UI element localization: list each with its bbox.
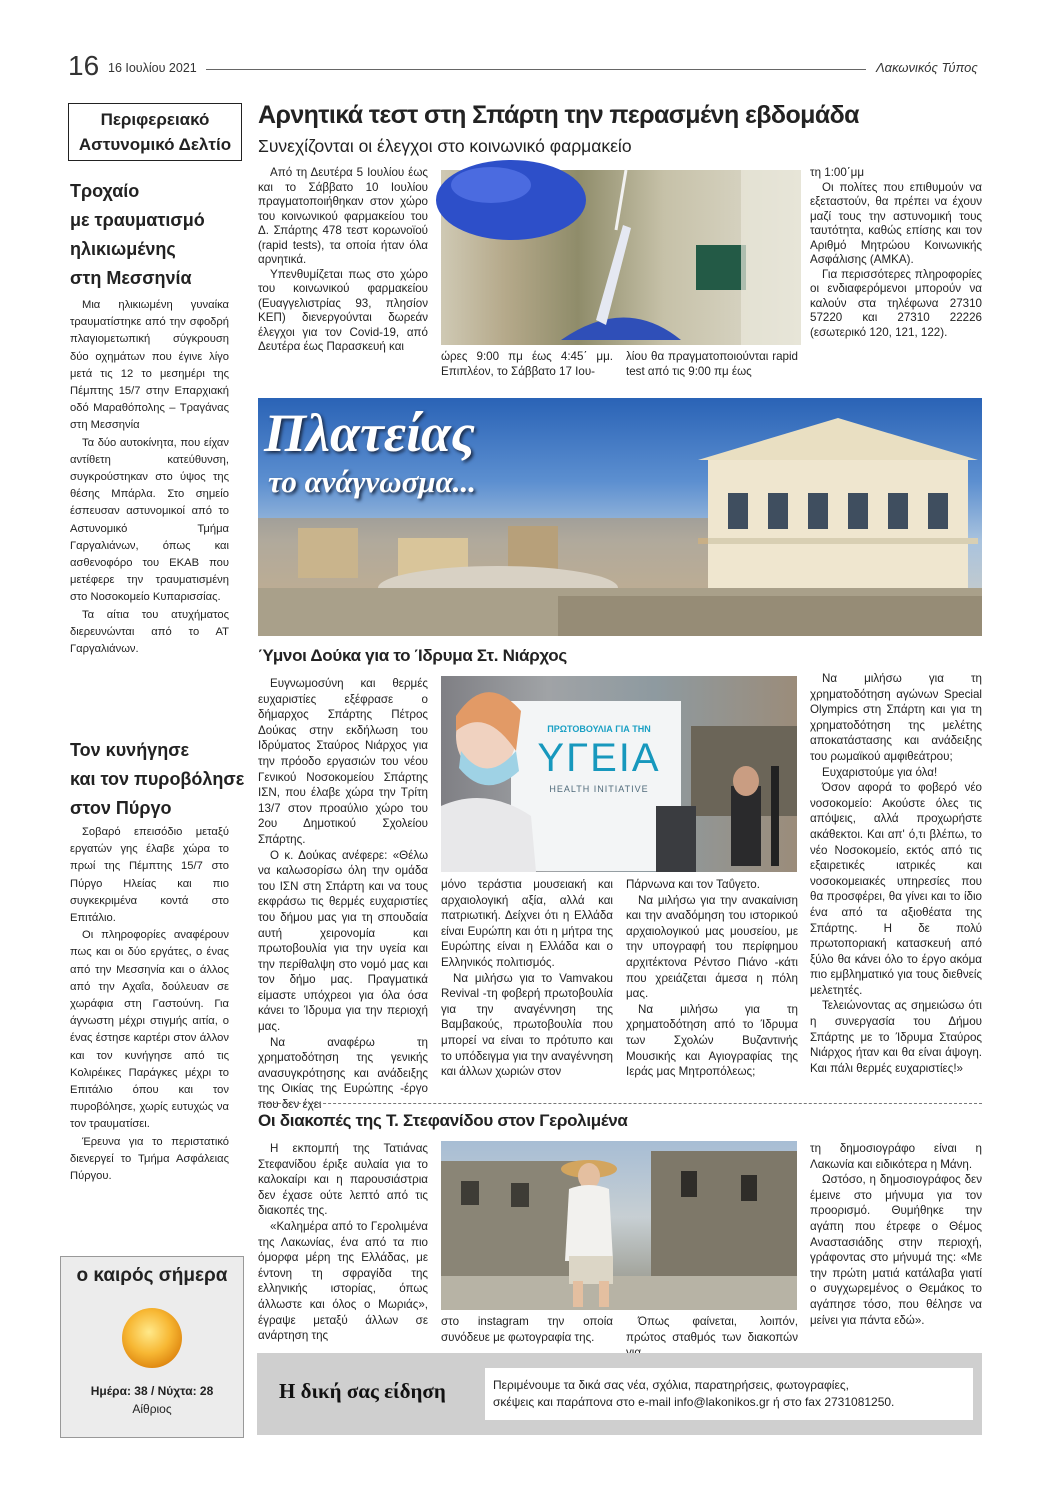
- paragraph: Να μιλήσω για τη χρηματοδότηση αγώνων Special Olympics στη Σπάρτη και για τη χρηματοδότηση της μελέτης αποκατάστασης και ανάδειξης του ρωμαϊκού αμφιθεάτρου;: [810, 672, 982, 763]
- paragraph: Η εκπομπή της Τατιάνας Στεφανίδου έριξε αυλαία για το καλοκαίρι και η παρουσιάστρια δεν έχασε ούτε λεπτό από τις διακοπές της.: [258, 1142, 428, 1218]
- police-story1-title-line: με τραυματισμό: [70, 210, 205, 230]
- police-story2-title: [70, 736, 245, 823]
- paragraph: Να αναφέρω τη χρηματοδότηση της γενικής ανασυγκρότησης και ανάδειξης της Οικίας της Ευρώπης -έργο που δεν έχει: [258, 1035, 428, 1112]
- police-story2-body: [70, 824, 229, 1248]
- paragraph: Να μιλήσω για τη χρηματοδότηση από το Ίδρυμα των Σχολών Βυζαντινής Μουσικής και Αγιογραφίας της Ιεράς μας Μητροπόλεως;: [626, 1002, 798, 1079]
- weather-temps: Ημέρα: 38 / Νύχτα: 28: [90, 1384, 214, 1398]
- article1-subtitle: Συνεχίζονται οι έλεγχοι στο κοινωνικό φαρμακείο: [258, 136, 632, 156]
- section-divider: [258, 1103, 982, 1104]
- article3-col1: [258, 1141, 428, 1346]
- photo-banner-sub: HEALTH INITIATIVE: [549, 784, 649, 794]
- paragraph: Από τη Δευτέρα 5 Ιουλίου έως και το Σάββατο 10 Ιουλίου πραγματοποιήθηκαν στον χώρο του κοινωνικού φαρμακείου του Δ. Σπάρτης 478 τεστ κορωνοϊού (rapid tests), τα οποία ήταν όλα αρνητικά.: [258, 166, 428, 266]
- paragraph: Ωστόσο, η δημοσιογράφος δεν έμεινε στο μήνυμα για τον προορισμό. Θυμήθηκε την αγάπη που έτρεφε ο Θέμος Αναστασιάδης στην περιοχή, γράφοντας στο μήνυμά της: «Με την πρώτη ματιά κατάλαβα γιατί ο συγχωρεμένος ο Θεμάκος το αγάπησε τόσο, που θέλησε να μείνει για πάντα εδώ».: [810, 1173, 982, 1327]
- weather-condition: Αίθριος: [132, 1402, 172, 1416]
- paragraph: Οι πληροφορίες αναφέρουν πως και οι δύο εργάτες, ο ένας από την Μεσσηνία και ο άλλος από την Αχαΐα, δούλευαν σε χωράφια στη Γαστούνη. Για άγνωστη μέχρι στιγμής αιτία, ο ένας έστησε καρτέρι στον άλλον και τον κυνήγησε από τις Κολιρέικες Παράγκες μέχρι το Επιτάλιο όπου και τον πυροβόλησε, χωρίς ευτυχώς να τον τραυματίσει.: [70, 929, 229, 1131]
- paragraph: στο instagram την οποία συνόδευε με φωτογραφία της.: [441, 1315, 613, 1344]
- article1-col4: [810, 166, 982, 386]
- article3-title: Οι διακοπές της Τ. Στεφανίδου στον Γερολιμένα: [258, 1111, 628, 1130]
- article2-col3: [626, 877, 798, 1095]
- article3-col2: [441, 1314, 613, 1348]
- your-news-box: [257, 1353, 982, 1435]
- article2-col1: [258, 676, 428, 1112]
- paper-name: Λακωνικός Τύπος: [876, 60, 978, 75]
- paragraph: Για περισσότερες πληροφορίες οι ενδιαφερόμενοι μπορούν να καλούν στα τηλέφωνα 27310 57220 και 27310 22226 (εσωτερικό 120, 121, 122).: [810, 267, 982, 339]
- paragraph: τη δημοσιογράφο είναι η Λακωνία και ειδικότερα η Μάνη.: [810, 1142, 982, 1171]
- police-box-title-line1: Περιφερειακό: [100, 110, 210, 129]
- paragraph: Να μιλήσω για το Vamvakou Revival -τη φοβερή πρωτοβουλία για την αναγέννηση της Βαμβακούς, πρωτοβουλία που μπορεί να είναι το πρότυπο και το υπόδειγμα για την αναγέννηση και άλλων χωριών στον: [441, 971, 613, 1079]
- paragraph: «Καλημέρα από το Γερολιμένα της Λακωνίας, ένα από τα πιο όμορφα μέρη της Ελλάδας, με έντονη τη σφραγίδα της ελληνικής ιστορίας, όπως άλλωστε και όλος ο Μωριάς», έγραψε μεταξύ άλλων σε ανάρτηση της: [258, 1219, 428, 1343]
- paragraph: ώρες 9:00 πμ έως 4:45΄ μμ. Επιπλέον, το Σάββατο 17 Ιου-: [441, 350, 613, 378]
- police-story1-title-line: Τροχαίο: [70, 181, 140, 201]
- article3-col3: [626, 1314, 798, 1348]
- article1-col3: [626, 350, 798, 384]
- paragraph: Τα αίτια του ατυχήματος διερευνώνται από το ΑΤ Γαργαλιάνων.: [70, 608, 229, 656]
- paragraph: μόνο τεράστια μουσειακή και αρχαιολογική αξία, αλλά και πατριωτική. Δείχνει ότι η Ελλάδα είναι Ευρώπη και ότι η μήτρα της Ευρώπης είναι η Ελλάδα και ο Ελληνικός πολιτισμός.: [441, 878, 613, 969]
- your-news-title: Η δική σας είδηση: [279, 1379, 446, 1403]
- article1-col2: [441, 350, 613, 384]
- article3-col4: [810, 1141, 982, 1346]
- health-initiative-photo: [441, 676, 797, 872]
- paragraph: Τελειώνοντας ας σημειώσω ότι η συνεργασία του Δήμου Σπάρτης με το Ίδρυμα Σταύρος Νιάρχος ήταν και θα είναι άψογη. Και πάλι θερμές ευχαριστίες!»: [810, 999, 982, 1075]
- weather-box: [60, 1256, 244, 1438]
- police-story2-title-line: στον Πύργο: [70, 798, 172, 818]
- your-news-line: σκέψεις και παράπονα στο e-mail info@lakonikos.gr ή στο fax 2731081250.: [493, 1395, 895, 1409]
- sun-icon: [115, 1301, 189, 1375]
- police-story1-title-line: στη Μεσσηνία: [70, 268, 192, 288]
- paragraph: Ο κ. Δούκας ανέφερε: «Θέλω να καλωσορίσω όλη την ομάδα του ΙΣΝ στη Σπάρτη και να τους εκφράσω τις θερμές ευχαριστίες του δήμου μας για τη σπουδαία αυτή χειρονομία και πρωτοβουλία για την υγεία και την περίθαλψη στο νομό μας και τον δήμο μας. Πραγματικά είμαστε υπόχρεοι για όλα όσα κάνει το Ίδρυμα για την περιοχή μας.: [258, 848, 428, 1034]
- paragraph: Έρευνα για το περιστατικό διενεργεί το Τμήμα Ασφάλειας Πύργου.: [70, 1135, 229, 1183]
- gerolimenas-photo: [441, 1141, 797, 1310]
- article1-title: Αρνητικά τεστ στη Σπάρτη την περασμένη εβδομάδα: [258, 101, 859, 129]
- plateia-banner-photo: [258, 398, 982, 636]
- police-story2-title-line: Τον κυνήγησε: [70, 740, 190, 760]
- police-bulletin-box: [68, 103, 242, 161]
- police-story2-title-line: και τον πυροβόλησε: [70, 769, 245, 789]
- police-box-title-line2: Αστυνομικό Δελτίο: [78, 135, 232, 154]
- paragraph: Μια ηλικιωμένη γυναίκα τραυματίστηκε από την σφοδρή πλαγιομετωπική σύγκρουση δύο οχημάτων που έγινε λίγο μετά τις 12 το μεσημέρι της Πέμπτης 15/7 στην Επαρχιακή οδό Μαραθόπολης – Τραγάνας στη Μεσσηνία: [70, 299, 229, 432]
- article1-col1: [258, 166, 428, 386]
- paragraph: λίου θα πραγματοποιούνται rapid test από τις 9:00 πμ έως: [626, 350, 798, 378]
- paragraph: Τα δύο αυτοκίνητα, που είχαν αντίθετη κατεύθυνση, συγκρούστηκαν στο ύψος της θέσης Μπάρλα. Στο σημείο έσπευσαν αστυνομικοί από το Αστυνομικό Τμήμα Γαργαλιάνων, όπως και ασθενοφόρο του ΕΚΑΒ που μετέφερε την τραυματισμένη στο Νοσοκομείο Κυπαρισσίας.: [70, 436, 229, 604]
- header-rule: [206, 69, 866, 70]
- paragraph: Όσον αφορά το φοβερό νέο νοσοκομείο: Ακούστε όλες τις απόψεις, αλλά προχωρήστε ακάθεκτοι. Και απ' ό,τι βλέπω, το νέο Νοσοκομείο, εκτός από τις εξαιρετικές ιατρικές και νοσοκομειακές υπηρεσίες που θα προσφέρει, θα γίνει και το ίδιο ένα από τα αξιοθέατα της Σπάρτης. Η δε πολύ πρωτοποριακή κατασκευή από ξύλο θα κάνει όλο το έργο ακόμα πιο εμβληματικό για τους διεθνείς μελετητές.: [810, 781, 982, 997]
- paragraph: Ευχαριστούμε για όλα!: [822, 765, 938, 779]
- issue-date: 16 Ιουλίου 2021: [108, 61, 197, 75]
- police-story1-title-line: ηλικιωμένης: [70, 239, 176, 259]
- paragraph: Οι πολίτες που επιθυμούν να εξεταστούν, θα πρέπει να έχουν μαζί τους την αστυνομική τους ταυτότητα, καθώς επίσης και τον Αριθμό Μητρώου Κοινωνικής Ασφάλισης (ΑΜΚΑ).: [810, 180, 982, 266]
- paragraph: Ευγνωμοσύνη και θερμές ευχαριστίες εξέφρασε ο δήμαρχος Σπάρτης Πέτρος Δούκας στην εκδήλωση του Ιδρύματος Σταύρος Νιάρχος για την πρόοδο εργασιών του νέου Γενικού Νοσοκομείου Σπάρτης ΙΣΝ, που έλαβε χώρα την Τρίτη 13/7 στον προαύλιο χώρο του 2ου Δημοτικού Σχολείου Σπάρτης.: [258, 677, 428, 846]
- your-news-line: Περιμένουμε τα δικά σας νέα, σχόλια, παρατηρήσεις, φωτογραφίες,: [493, 1378, 849, 1392]
- photo-banner-big: ΥΓΕΙΑ: [537, 736, 661, 780]
- paragraph: Σοβαρό επεισόδιο μεταξύ εργατών γης έλαβε χώρα το πρωί της Πέμπτης 15/7 στο Πύργο Ηλείας και πιο συγκεκριμένα κοντά στο Επιτάλιο.: [70, 826, 229, 925]
- weather-title: ο καιρός σήμερα: [76, 1265, 228, 1286]
- paragraph: Όπως φαίνεται, λοιπόν, πρώτος σταθμός των διακοπών: [626, 1315, 798, 1344]
- paragraph: Υπενθυμίζεται πως στο χώρο του κοινωνικού φαρμακείου (Ευαγγελιστρίας 93, πλησίον ΚΕΠ) διενεργούνται δωρεάν έλεγχοι για τον Covid-19, από Δευτέρα έως Παρασκευή και: [258, 267, 428, 353]
- covid-test-photo: [441, 170, 801, 345]
- article2-col2: [441, 877, 613, 1095]
- page-number: 16: [68, 50, 100, 81]
- article2-col4: [810, 671, 982, 1096]
- banner-subtitle: το ανάγνωσμα...: [268, 464, 477, 499]
- police-story1-title: [70, 177, 245, 293]
- photo-banner-small: ΠΡΩΤΟΒΟΥΛΙΑ ΓΙΑ ΤΗΝ: [547, 724, 651, 734]
- paragraph: Πάρνωνα και τον Ταΰγετο.: [626, 878, 760, 891]
- banner-title: Πλατείας: [264, 403, 475, 463]
- your-news-textbox: [485, 1368, 973, 1420]
- paragraph: τη 1:00΄μμ: [810, 166, 865, 179]
- police-story1-body: [70, 297, 229, 717]
- paragraph: Να μιλήσω για την ανακαίνιση και την αναδόμηση του ιστορικού αρχαιολογικού μας μουσείου, με την υπογραφή του περίφημου αρχιτέκτονα Ρέντσο Πιάνο -κάτι που χρειάζεται άμεσα η πόλη μας.: [626, 893, 798, 1001]
- article2-title: Ύμνοι Δούκα για το Ίδρυμα Στ. Νιάρχος: [258, 646, 567, 665]
